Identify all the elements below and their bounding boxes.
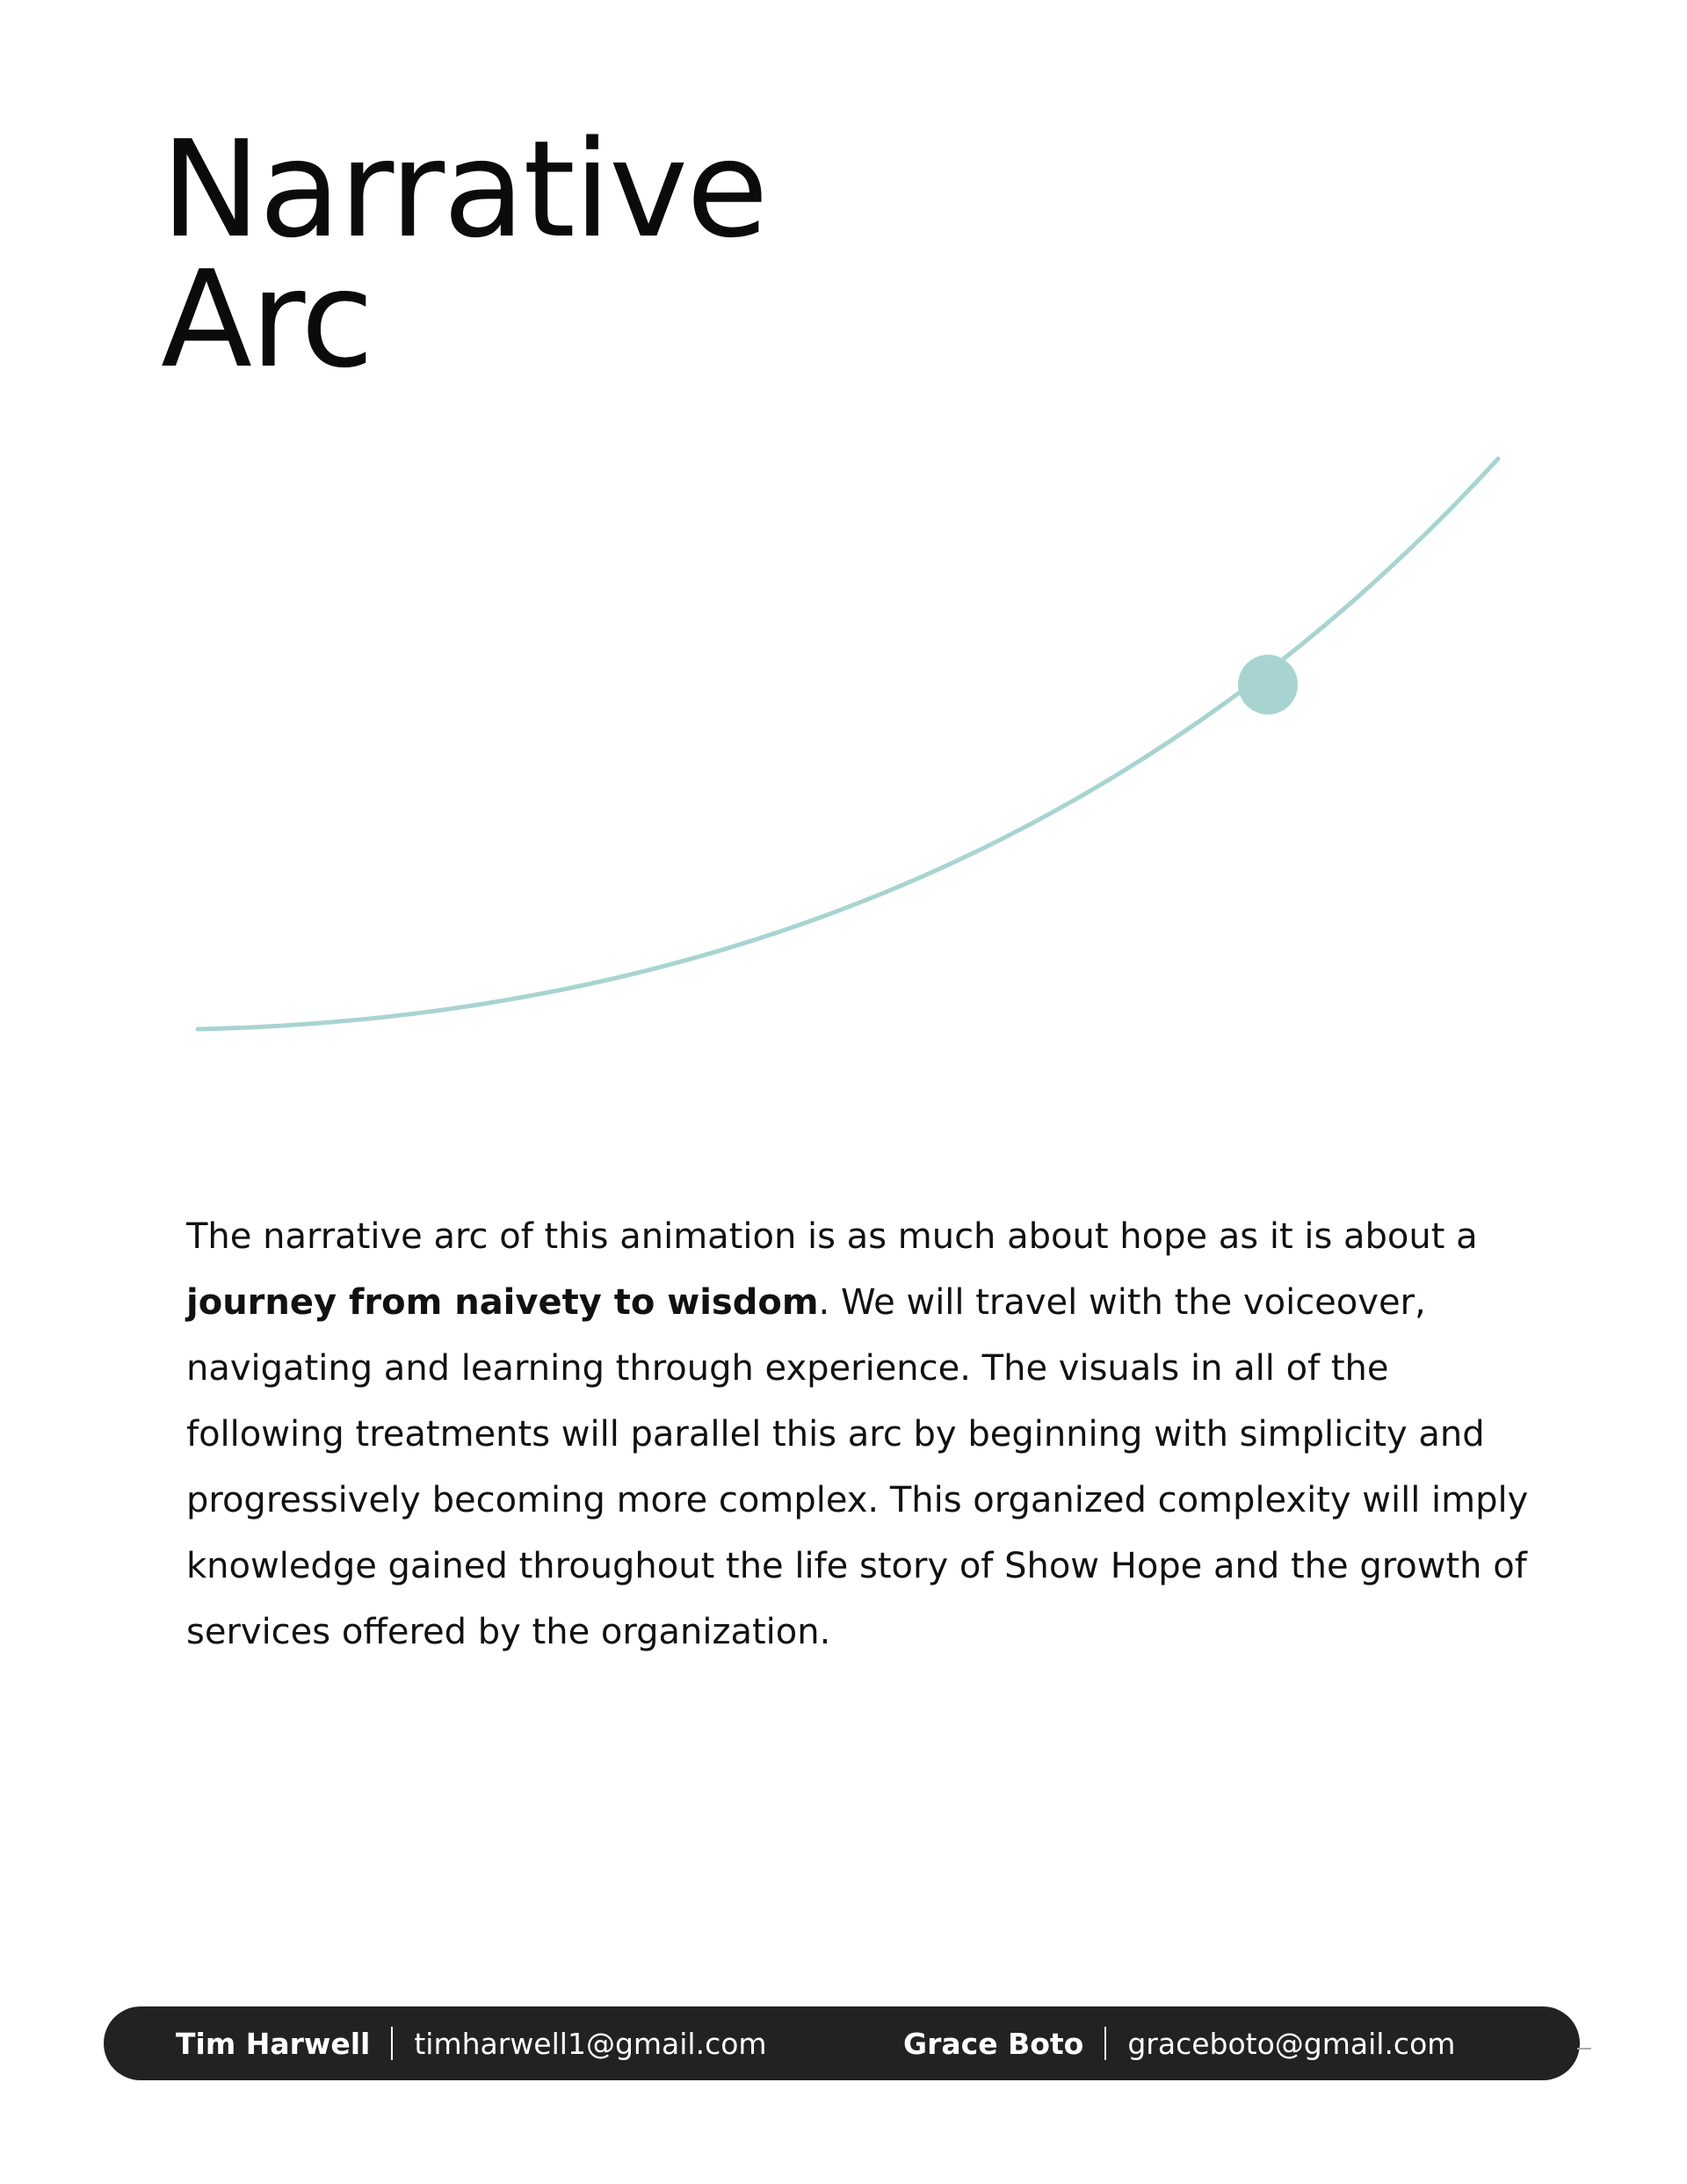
contact-tim-harwell — [176, 2006, 767, 2080]
contact-divider — [391, 2027, 393, 2060]
page-title-line-2: Arc — [161, 242, 373, 397]
description-emphasis: journey from naivety to wisdom — [186, 1282, 819, 1323]
narrative-arc-curve — [198, 459, 1498, 1029]
contact-footer-bar — [104, 2006, 1580, 2080]
contact-grace-boto — [903, 2006, 1455, 2080]
page-title-line-1: Narrative — [161, 112, 767, 267]
contact-email-link[interactable]: timharwell1@gmail.com — [414, 2026, 767, 2061]
contact-divider — [1104, 2027, 1106, 2060]
description-rest: . We will travel with the voiceover, navigating and learning through experience. The visuals in all of the following treatments will parallel this arc by beginning with simplicity and progressively becoming more complex. This organized complexity will imply knowledge gained throughout the life story of Show Hope and the growth of services offered by the organization. — [186, 1282, 1529, 1652]
contact-name: Tim Harwell — [176, 2026, 371, 2061]
contact-email-link[interactable]: graceboto@gmail.com — [1127, 2026, 1456, 2061]
footer-edge-mark — [1577, 2048, 1591, 2050]
narrative-description — [186, 1204, 1557, 1665]
description-intro: The narrative arc of this animation is as much about hope as it is about a — [186, 1216, 1478, 1257]
contact-name: Grace Boto — [903, 2026, 1084, 2061]
arc-progress-marker — [1238, 655, 1298, 715]
